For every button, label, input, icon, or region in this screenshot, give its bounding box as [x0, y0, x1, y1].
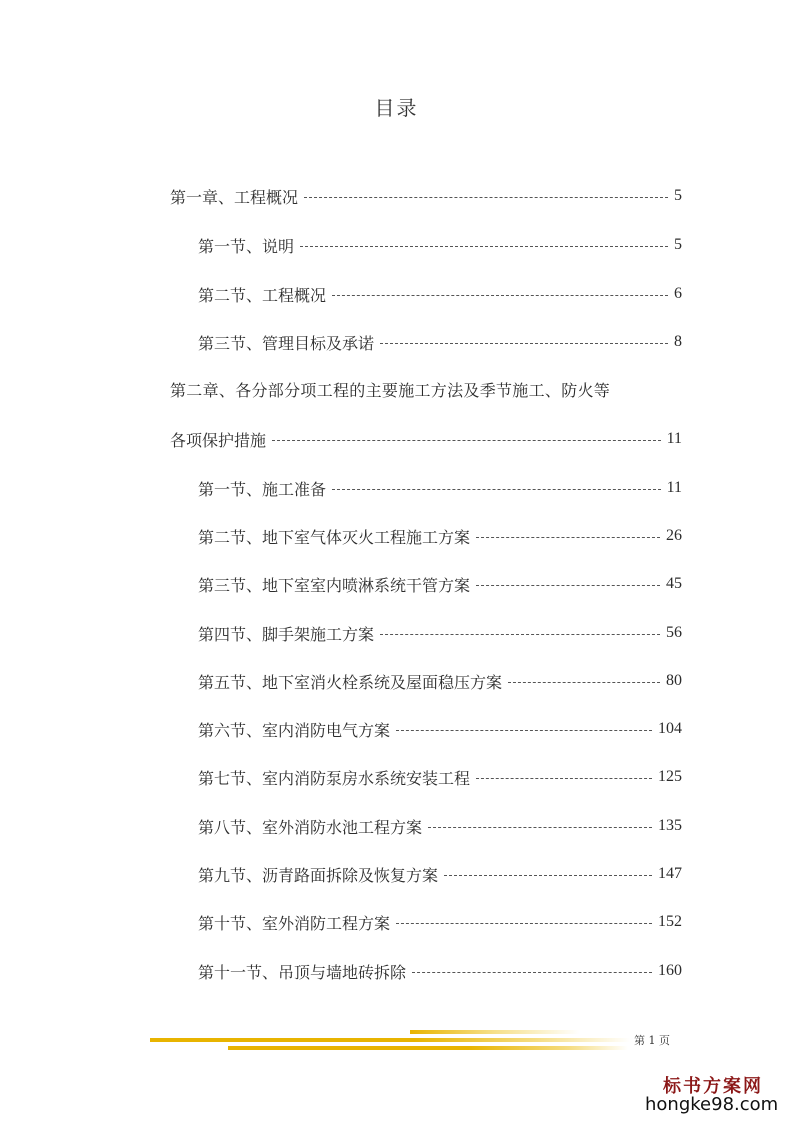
toc-entry-page: 160	[658, 962, 682, 979]
toc-entry-section[interactable]	[198, 281, 682, 307]
toc-entry-section[interactable]	[198, 571, 682, 597]
toc-entry-page: 80	[666, 672, 682, 689]
footer-bar	[150, 1038, 630, 1042]
toc-entry-chapter-2[interactable]	[170, 426, 682, 452]
toc-entry-section[interactable]	[198, 958, 682, 984]
toc-leader	[304, 197, 668, 198]
toc-entry-page: 11	[666, 479, 682, 496]
toc-leader	[444, 875, 652, 876]
toc-entry-page: 56	[666, 624, 682, 641]
toc-entry-section[interactable]	[198, 668, 682, 694]
toc-leader	[412, 972, 652, 973]
toc-entry-title: 第三节、管理目标及承诺	[198, 333, 375, 353]
toc-leader	[476, 778, 652, 779]
toc-entry-title: 第一章、工程概况	[170, 187, 299, 207]
toc-leader	[396, 923, 652, 924]
toc-entry-page: 147	[658, 865, 682, 882]
page-title: 目录	[374, 96, 419, 120]
toc-entry-title: 第二节、地下室气体灭火工程施工方案	[198, 527, 471, 547]
toc-leader	[508, 682, 660, 683]
toc-entry-page: 11	[666, 430, 682, 447]
footer-bar	[228, 1046, 628, 1050]
toc-entry-page: 152	[658, 913, 682, 930]
toc-entry-chapter-1[interactable]	[170, 183, 682, 209]
toc-entry-title: 第十一节、吊顶与墙地砖拆除	[198, 962, 407, 982]
watermark-site-name: 标书方案网	[663, 1076, 763, 1097]
toc-entry-page: 5	[674, 187, 682, 204]
toc-entry-section[interactable]	[198, 523, 682, 549]
toc-entry-title: 第一节、说明	[198, 236, 295, 256]
toc-entry-title: 各项保护措施	[170, 430, 267, 450]
toc-entry-title: 第六节、室内消防电气方案	[198, 720, 391, 740]
toc-entry-title: 第九节、沥青路面拆除及恢复方案	[198, 865, 439, 885]
toc-entry-section[interactable]	[198, 861, 682, 887]
toc-entry-title: 第三节、地下室室内喷淋系统干管方案	[198, 575, 471, 595]
toc-leader	[300, 246, 668, 247]
watermark-url: hongke98.com	[645, 1094, 779, 1115]
toc-leader	[380, 634, 660, 635]
toc-entry-section[interactable]	[198, 716, 682, 742]
toc-entry-page: 125	[658, 768, 682, 785]
toc-leader	[332, 489, 661, 490]
toc-entry-title: 第十节、室外消防工程方案	[198, 913, 391, 933]
toc-leader	[332, 295, 668, 296]
toc-entry-section[interactable]	[198, 764, 682, 790]
toc-leader	[428, 827, 652, 828]
toc-leader	[272, 440, 661, 441]
toc-entry-title: 第五节、地下室消火栓系统及屋面稳压方案	[198, 672, 503, 692]
toc-entry-section[interactable]	[198, 909, 682, 935]
toc-entry-section[interactable]	[198, 813, 682, 839]
toc-entry-chapter-2-line1[interactable]: 第二章、各分部分项工程的主要施工方法及季节施工、防火等	[170, 381, 611, 400]
toc-entry-page: 45	[666, 575, 682, 592]
toc-entry-title: 第四节、脚手架施工方案	[198, 624, 375, 644]
toc-entry-page: 6	[674, 285, 682, 302]
footer-bar	[410, 1030, 580, 1034]
toc-leader	[476, 585, 660, 586]
toc-leader	[396, 730, 652, 731]
toc-leader	[380, 343, 668, 344]
toc-entry-title: 第二节、工程概况	[198, 285, 327, 305]
toc-leader	[476, 537, 660, 538]
toc-entry-section[interactable]	[198, 620, 682, 646]
toc-entry-section[interactable]	[198, 329, 682, 355]
toc-entry-title: 第一节、施工准备	[198, 479, 327, 499]
toc-entry-title: 第七节、室内消防泵房水系统安装工程	[198, 768, 471, 788]
toc-entry-section[interactable]	[198, 232, 682, 258]
toc-entry-page: 104	[658, 720, 682, 737]
toc-entry-section[interactable]	[198, 475, 682, 501]
toc-entry-page: 26	[666, 527, 682, 544]
page-number: 第 1 页	[634, 1034, 670, 1047]
toc-entry-title: 第八节、室外消防水池工程方案	[198, 817, 423, 837]
toc-entry-page: 5	[674, 236, 682, 253]
toc-entry-page: 135	[658, 817, 682, 834]
toc-entry-page: 8	[674, 333, 682, 350]
